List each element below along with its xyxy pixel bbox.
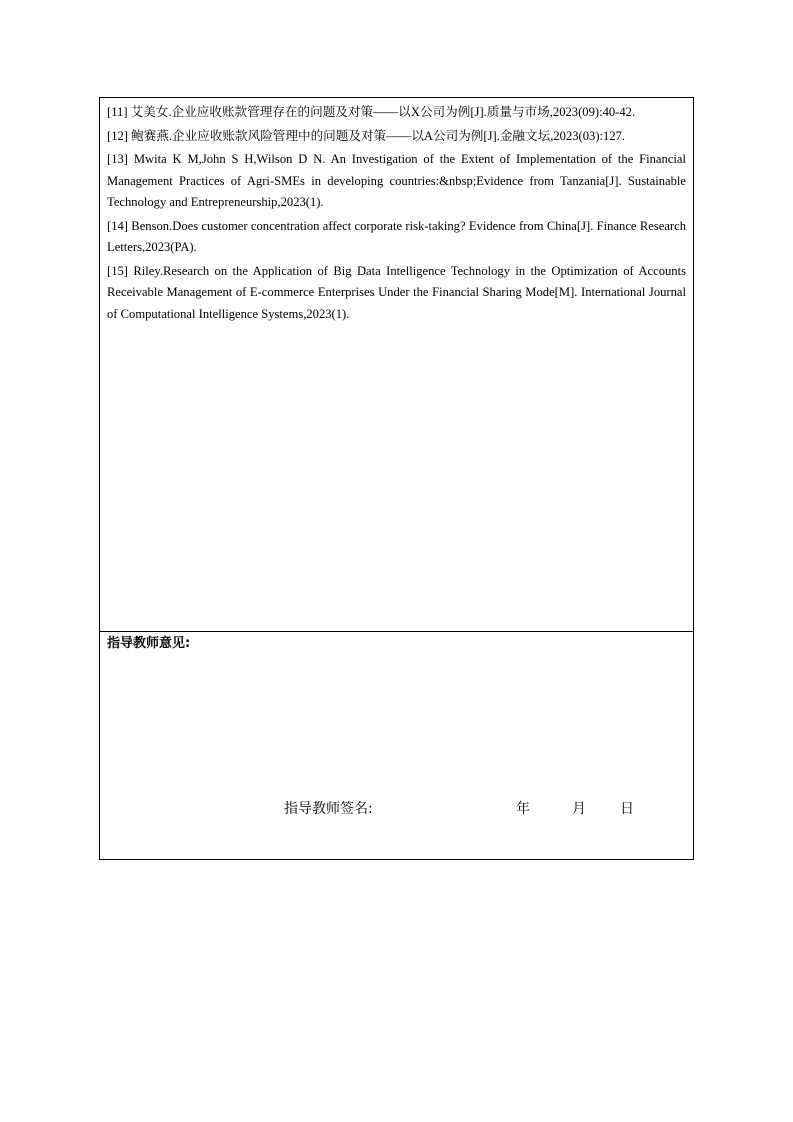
reference-item: [13] Mwita K M,John S H,Wilson D N. An Investigation of the Extent of Implementation of the Financial Management Practices of Agri-SMEs in developing countries:&nbsp;Evidence from Tanzania[J]. Sustainable Technology and Entrepreneurship,2023(1). [107, 152, 686, 209]
date-day-label: 日 [620, 801, 634, 817]
advisor-opinion-cell [100, 632, 693, 859]
advisor-opinion-label: 指导教师意见: [107, 636, 191, 651]
date-year-label: 年 [516, 801, 530, 817]
date-month-label: 月 [572, 801, 586, 817]
reference-item: [12] 鲍赛燕.企业应收账款风险管理中的问题及对策——以A公司为例[J].金融文坛,2023(03):127. [107, 128, 626, 143]
report-form-table [99, 97, 694, 860]
advisor-signature-label: 指导教师签名: [284, 801, 373, 817]
signature-row [100, 798, 693, 822]
reference-item: [14] Benson.Does customer concentration affect corporate risk-taking? Evidence from China[J]. Finance Research Letters,2023(PA). [107, 218, 686, 254]
references-cell [100, 98, 693, 632]
reference-item: [15] Riley.Research on the Application of Big Data Intelligence Technology in the Optimization of Accounts Receivable Management of E-commerce Enterprises Under the Financial Sharing Mode[M]. International Journal of Computational Intelligence Systems,2023(1). [107, 263, 686, 321]
reference-item: [11] 艾美女.企业应收账款管理存在的问题及对策——以X公司为例[J].质量与市场,2023(09):40-42. [107, 105, 636, 119]
